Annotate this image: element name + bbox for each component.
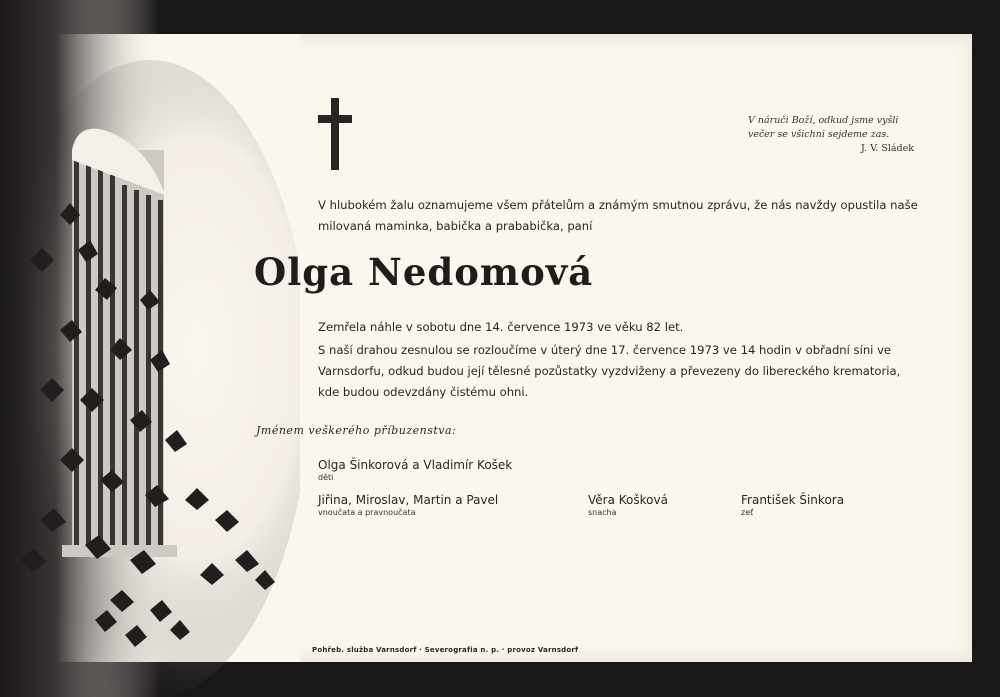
relative-name: Věra Košková (588, 493, 668, 507)
relative-entry (318, 493, 498, 518)
printer-imprint: Pohřeb. služba Varnsdorf · Severografia n. p. · provoz Varnsdorf (312, 646, 579, 654)
relative-entry (588, 493, 668, 518)
relative-name: Jiřina, Miroslav, Martin a Pavel (318, 493, 499, 507)
relative-relation: vnoučata a pravnoučata (318, 508, 416, 517)
relative-relation: snacha (588, 508, 617, 517)
deceased-name: Olga Nedomová (254, 250, 594, 294)
column-ivy-illustration (0, 0, 300, 697)
death-notice: Zemřela náhle v sobotu dne 14. července 1973 ve věku 82 let. (318, 320, 684, 334)
motto-author: J. V. Sládek (860, 143, 914, 154)
announcement-intro: V hlubokém žalu oznamujeme všem přátelům a známým smutnou zprávu, že nás navždy opustila naše milovaná maminka, babička a prababička, paní (318, 198, 918, 233)
relative-name: Olga Šinkorová a Vladimír Košek (318, 458, 513, 472)
motto-line-1: V náruči Boží, odkud jsme vyšli (748, 115, 899, 126)
relative-relation: zeť (741, 508, 754, 517)
motto-line-2: večer se všichni sejdeme zas. (748, 129, 890, 140)
relative-name: František Šinkora (741, 493, 845, 507)
relative-entry (318, 458, 512, 483)
relative-relation: děti (318, 473, 334, 482)
funeral-details: S naší drahou zesnulou se rozloučíme v úterý dne 17. července 1973 ve 14 hodin v obřadní síni ve Varnsdorfu, odkud budou její tělesné pozůstatky vyzdviženy a převezeny do libereckého krematoria, kde budou odevzdány čistému ohni. (318, 343, 901, 399)
relative-entry (741, 493, 844, 518)
cross-icon (318, 98, 352, 170)
motto (714, 114, 914, 156)
on-behalf-heading: Jménem veškerého příbuzenstva: (256, 424, 457, 437)
